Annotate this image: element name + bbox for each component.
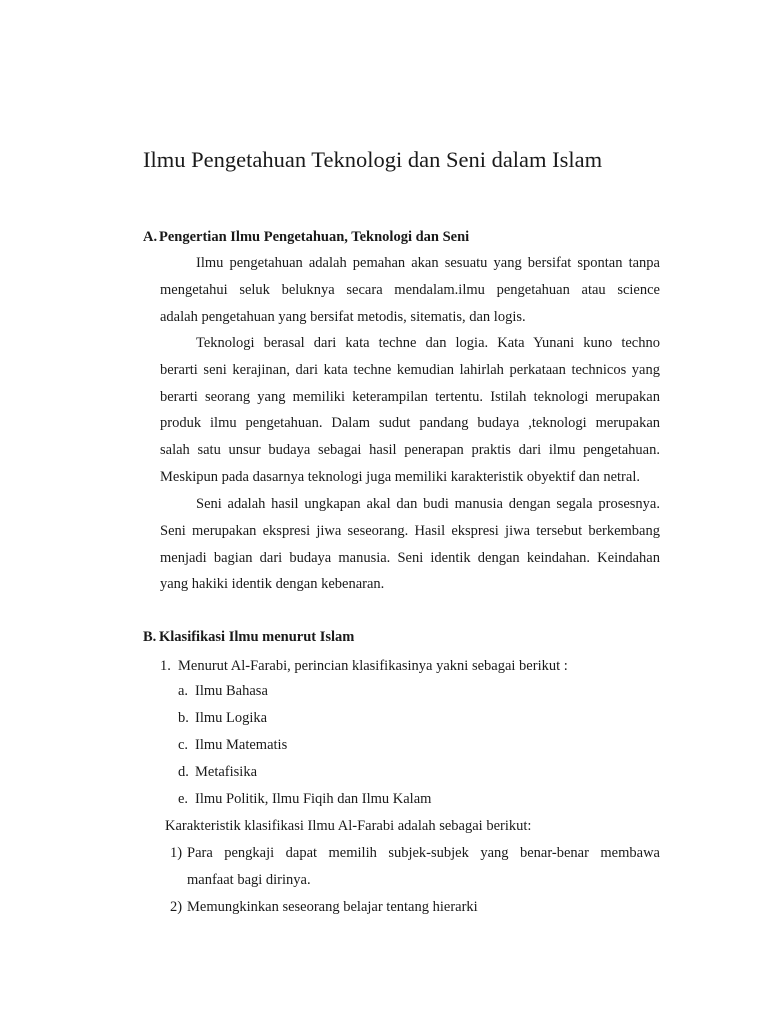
paragraph-line: mengetahui seluk beluknya secara mendalam.ilmu pengetahuan atau science	[160, 281, 660, 298]
paragraph-line: menjadi bagian dari budaya manusia. Seni identik dengan keindahan. Keindahan	[160, 549, 660, 566]
paragraph-line: berarti seorang yang memiliki keterampilan tertentu. Istilah teknologi merupakan	[160, 388, 660, 405]
characteristic-text: Para pengkaji dapat memilih subjek-subjek yang benar-benar membawa	[187, 845, 660, 861]
list-marker: 1.	[160, 658, 171, 674]
characteristic-text-continued: manfaat bagi dirinya.	[187, 872, 311, 888]
section-a-letter: A.	[143, 229, 158, 245]
characteristic-text: Memungkinkan seseorang belajar tentang hierarki	[187, 899, 478, 915]
characteristic-marker: 2)	[170, 899, 183, 915]
paragraph-line: Meskipun pada dasarnya teknologi juga memiliki karakteristik obyektif dan netral.	[160, 468, 640, 485]
sub-list-marker: b.	[178, 710, 189, 726]
paragraph-line: Seni merupakan ekspresi jiwa seseorang. Hasil ekspresi jiwa tersebut berkembang	[160, 522, 660, 539]
sub-list-item	[178, 735, 287, 755]
paragraph-line: produk ilmu pengetahuan. Dalam sudut pandang budaya ,teknologi merupakan	[160, 415, 660, 432]
paragraph-line: Seni adalah hasil ungkapan akal dan budi manusia dengan segala prosesnya.	[196, 496, 660, 512]
sub-list-item-text: Ilmu Logika	[195, 710, 268, 726]
sub-list-item	[178, 789, 431, 809]
list-item	[160, 656, 568, 676]
sub-list-item-text: Ilmu Bahasa	[195, 683, 268, 699]
section-a-heading	[143, 227, 469, 247]
sub-list-item-text: Metafisika	[195, 764, 258, 780]
paragraph-line: Ilmu pengetahuan adalah pemahan akan sesuatu yang bersifat spontan tanpa	[196, 255, 660, 271]
section-a-heading-text: Pengertian Ilmu Pengetahuan, Teknologi dan Seni	[159, 229, 470, 245]
paragraph-teknologi	[160, 330, 660, 491]
sub-list-marker: d.	[178, 764, 189, 780]
section-b-letter: B.	[143, 629, 157, 645]
sub-list-item	[178, 762, 257, 782]
sub-list-marker: c.	[178, 737, 189, 753]
sub-list-item	[178, 708, 267, 728]
sub-list-item-text: Ilmu Politik, Ilmu Fiqih dan Ilmu Kalam	[195, 791, 432, 807]
paragraph-ilmu-pengetahuan	[160, 250, 660, 330]
characteristics-intro: Karakteristik klasifikasi Ilmu Al-Farabi adalah sebagai berikut:	[165, 818, 532, 834]
section-b-heading-text: Klasifikasi Ilmu menurut Islam	[159, 629, 355, 645]
paragraph-seni	[160, 491, 660, 598]
characteristic-marker: 1)	[170, 845, 183, 861]
paragraph-line: Teknologi berasal dari kata techne dan logia. Kata Yunani kuno techno	[196, 335, 660, 351]
sub-list-item	[178, 681, 268, 701]
paragraph-line: berarti seni kerajinan, dari kata techne kemudian lahirlah perkataan technicos yang	[160, 361, 660, 378]
sub-list-item-text: Ilmu Matematis	[195, 737, 288, 753]
paragraph-line: yang hakiki identik dengan kebenaran.	[160, 576, 385, 593]
sub-list-marker: e.	[178, 791, 189, 807]
section-b-heading	[143, 627, 354, 647]
list-item-text: Menurut Al-Farabi, perincian klasifikasinya yakni sebagai berikut :	[178, 658, 568, 674]
sub-list-marker: a.	[178, 683, 189, 699]
paragraph-line: adalah pengetahuan yang bersifat metodis, sitematis, dan logis.	[160, 308, 526, 325]
paragraph-line: salah satu unsur budaya sebagai hasil penerapan praktis dari ilmu pengetahuan.	[160, 442, 660, 459]
page-title: Ilmu Pengetahuan Teknologi dan Seni dalam Islam	[143, 147, 603, 172]
